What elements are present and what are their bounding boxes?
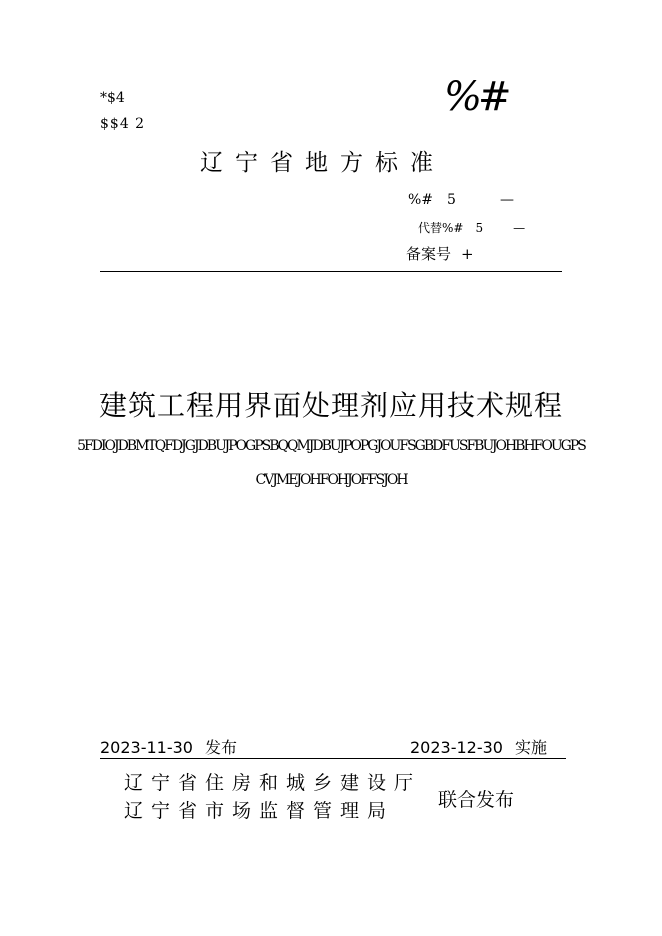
issue-date-value: 2023-11-30 (100, 738, 193, 757)
replaces-number: 5 (475, 221, 484, 235)
filing-number (406, 243, 474, 264)
publisher-housing-department: 辽宁省住房和城乡建设厅 (124, 772, 422, 794)
publisher-market-regulation-bureau: 辽宁省市场监督管理局 (124, 800, 395, 822)
filing-code: + (461, 245, 474, 263)
replaces-standard (418, 219, 525, 236)
standard-number-value: 5 (447, 192, 456, 208)
header-divider (100, 271, 562, 272)
document-title-english-line2: CVJMEJOHFOHJOFFSJOH (255, 472, 407, 488)
standard-number-prefix: %# (408, 192, 434, 208)
replaces-year-separator: — (513, 221, 526, 235)
document-title-chinese: 建筑工程用界面处理剂应用技术规程 (98, 389, 563, 422)
db-logo: %# (444, 74, 508, 120)
replaces-prefix: %# (442, 221, 464, 235)
implementation-date-value: 2023-12-30 (410, 738, 503, 757)
joint-publish-label: 联合发布 (438, 789, 515, 811)
standard-number-year-separator: — (499, 192, 514, 208)
ics-code: *$4 (100, 90, 125, 106)
filing-label: 备案号 (406, 245, 452, 263)
replaces-label: 代替 (418, 221, 443, 235)
standard-type-heading: 辽宁省地方标准 (200, 150, 445, 176)
ccs-code: $$4 2 (100, 116, 146, 132)
standard-number (408, 192, 514, 208)
footer-divider (100, 758, 566, 759)
document-title-english-line1: 5FDIOJDBMTQFDJGJDBUJPOGPSBQQMJDBUJPOPGJOUFSGBDFUSFBUJOHBHFOUGPS (77, 438, 585, 454)
implementation-date-label: 实施 (514, 738, 547, 757)
issue-date (100, 735, 237, 758)
issue-date-label: 发布 (204, 738, 237, 757)
implementation-date (410, 735, 547, 758)
